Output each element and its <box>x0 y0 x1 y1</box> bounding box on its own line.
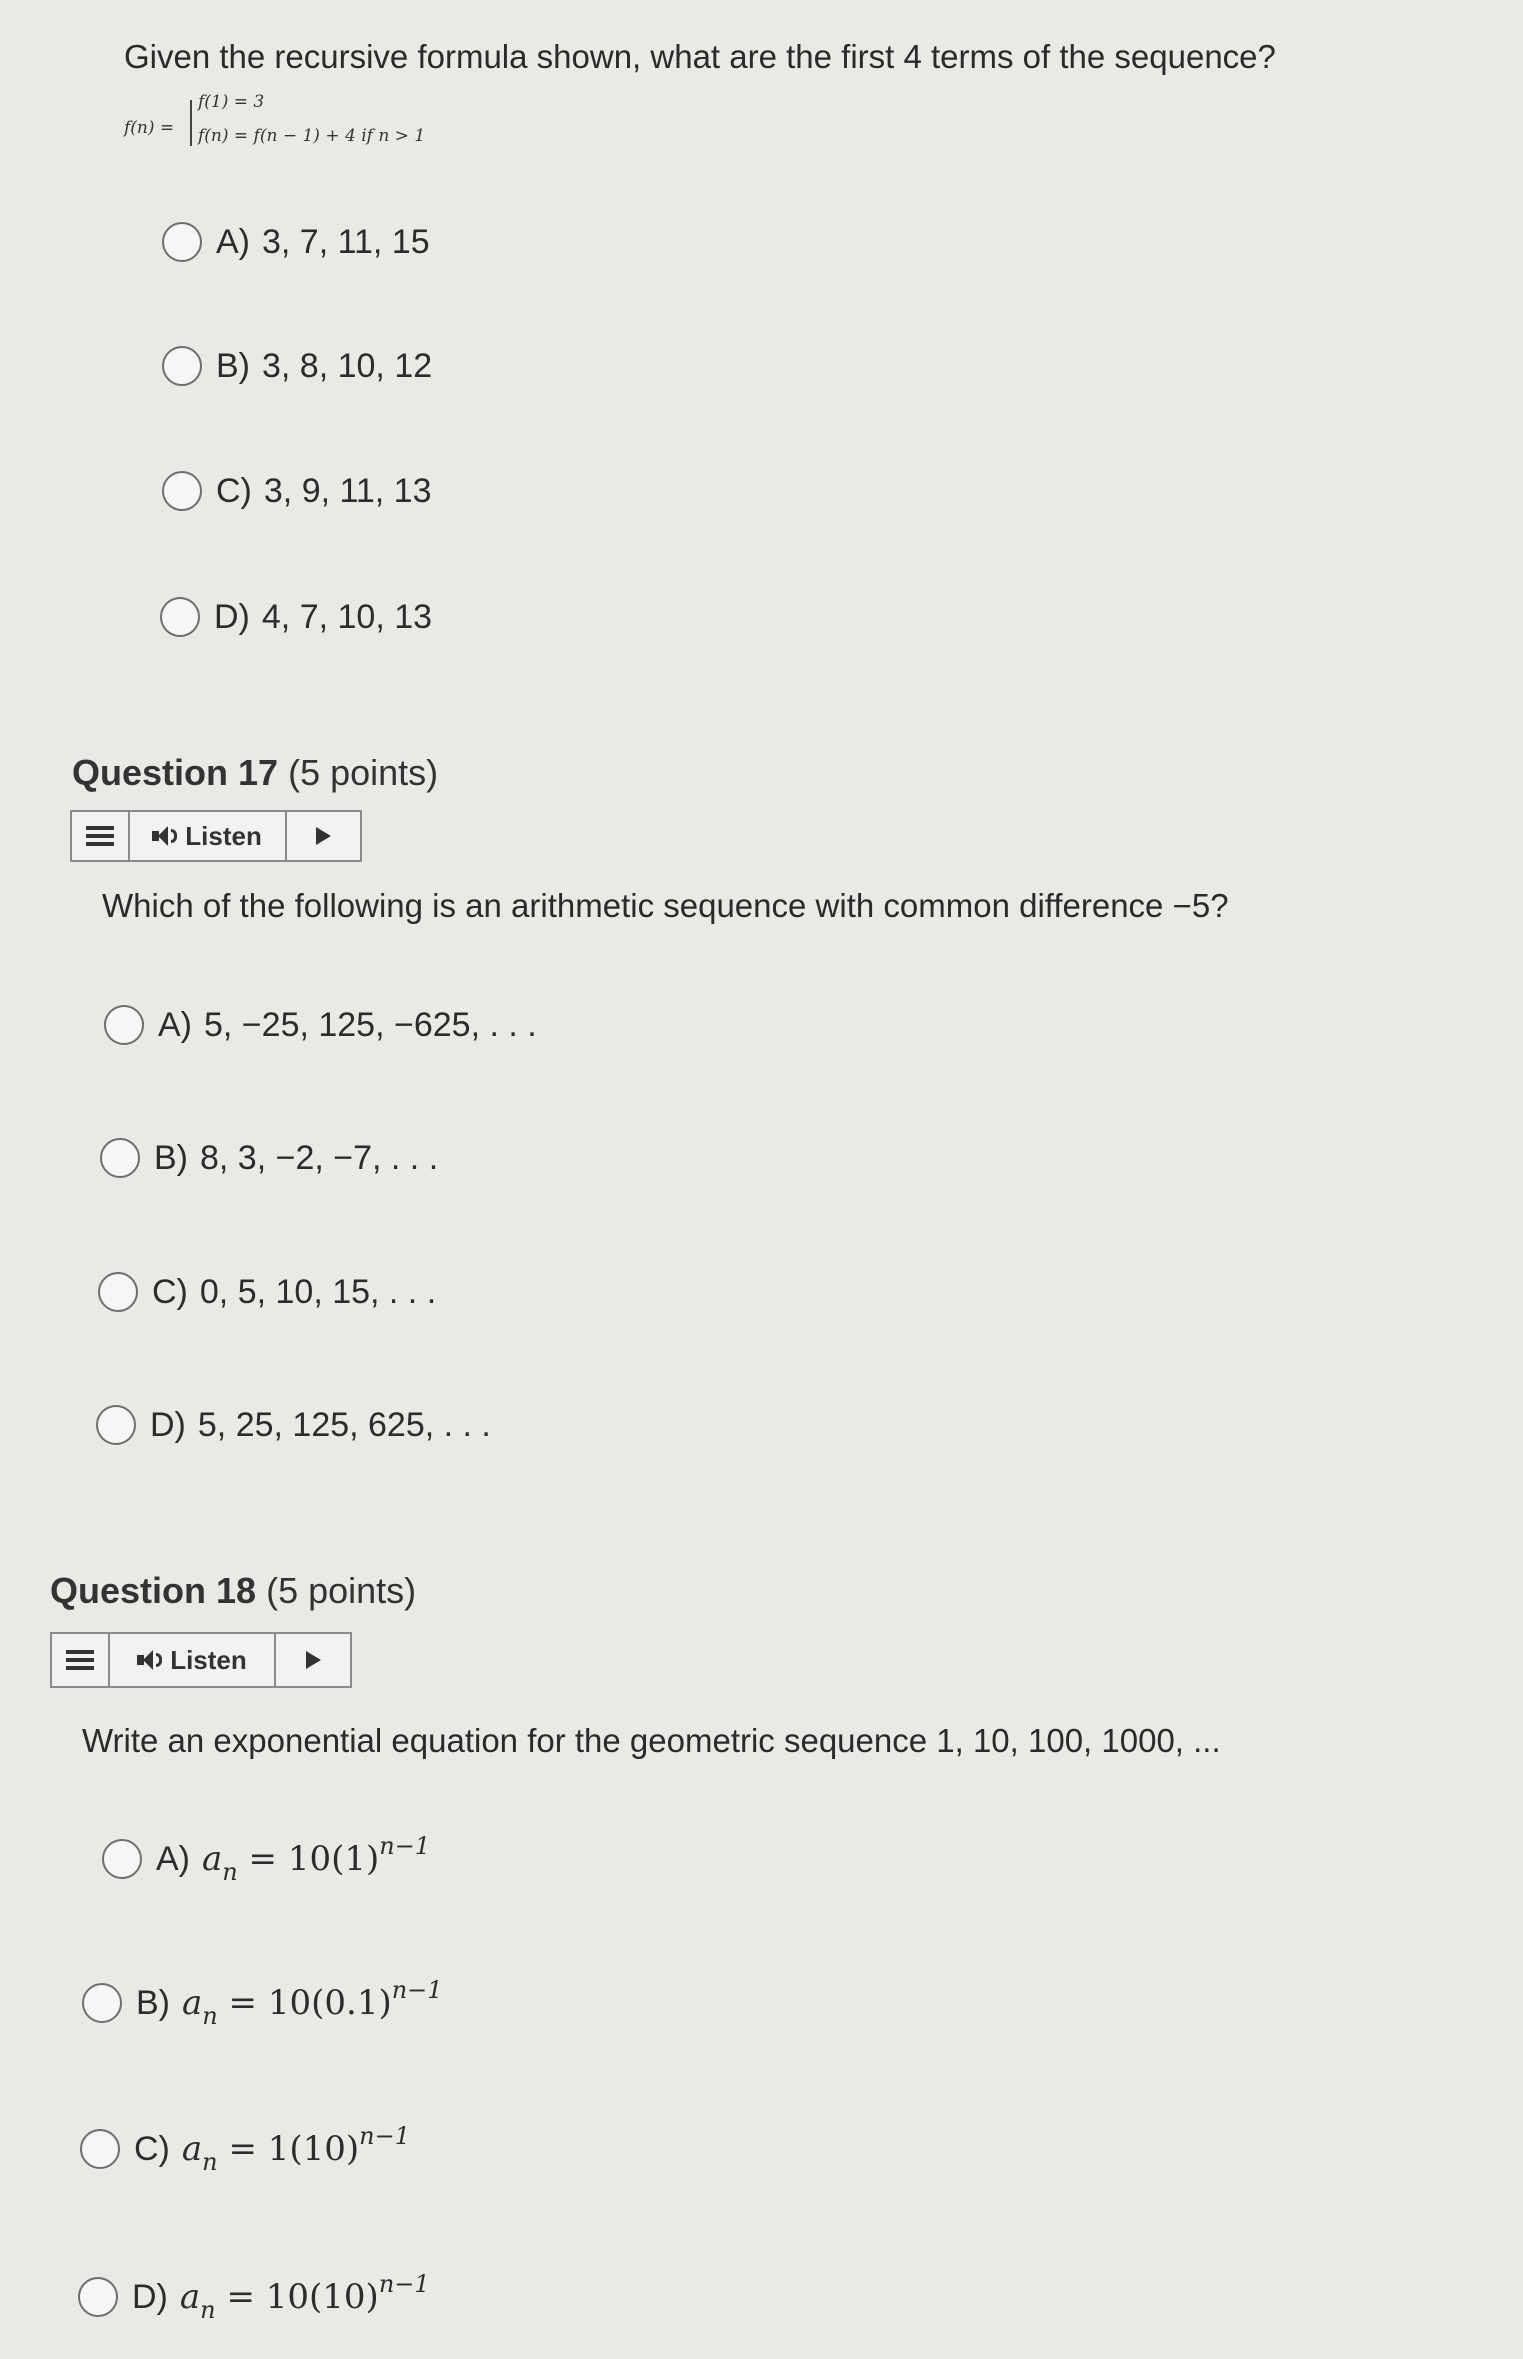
option-text: 0, 5, 10, 15, . . . <box>199 1272 437 1311</box>
q17-listen-toolbar <box>70 810 362 862</box>
option-letter: B) <box>216 346 250 385</box>
question-number: Question 18 <box>50 1570 257 1611</box>
radio-button[interactable] <box>162 471 202 511</box>
q18-option-d[interactable] <box>78 2270 430 2324</box>
q16-option-b[interactable] <box>162 346 432 386</box>
radio-button[interactable] <box>162 222 202 262</box>
formula-line2: f(n) = f(n − 1) + 4 if n > 1 <box>198 126 426 146</box>
q16-option-d[interactable] <box>160 597 432 637</box>
q16-formula <box>124 92 524 162</box>
option-letter: D) <box>132 2277 168 2316</box>
q17-option-b[interactable] <box>100 1138 438 1178</box>
listen-button[interactable] <box>110 1634 276 1686</box>
option-letter: C) <box>134 2129 170 2168</box>
option-letter: D) <box>150 1405 186 1444</box>
option-letter: D) <box>214 597 250 636</box>
radio-button[interactable] <box>98 1272 138 1312</box>
q16-option-c[interactable] <box>162 471 432 511</box>
q18-option-b[interactable] <box>82 1976 443 2030</box>
option-letter: C) <box>216 471 252 510</box>
option-text: 4, 7, 10, 13 <box>261 597 433 636</box>
formula-line1: f(1) = 3 <box>198 92 265 112</box>
menu-icon <box>66 1650 94 1670</box>
question-points: (5 points) <box>288 752 439 793</box>
listen-label: Listen <box>170 1644 247 1675</box>
option-text: 5, 25, 125, 625, . . . <box>197 1405 491 1444</box>
q17-option-a[interactable] <box>104 1005 537 1045</box>
option-equation: $a_n = 1(10)^{n-1}$ <box>181 2122 411 2176</box>
q18-title <box>50 1570 416 1612</box>
option-letter: A) <box>216 222 250 261</box>
radio-button[interactable] <box>102 1839 142 1879</box>
option-letter: A) <box>156 1839 190 1878</box>
option-letter: B) <box>154 1138 188 1177</box>
q17-option-c[interactable] <box>98 1272 436 1312</box>
option-text: 8, 3, −2, −7, . . . <box>200 1138 439 1177</box>
option-equation: $a_n = 10(1)^{n-1}$ <box>202 1832 431 1886</box>
listen-button[interactable] <box>130 812 287 860</box>
play-button[interactable] <box>276 1634 350 1686</box>
radio-button[interactable] <box>160 597 200 637</box>
listen-menu-button[interactable] <box>52 1634 110 1686</box>
radio-button[interactable] <box>80 2129 120 2169</box>
option-letter: B) <box>136 1983 170 2022</box>
listen-menu-button[interactable] <box>72 812 130 860</box>
formula-brace <box>190 100 192 146</box>
option-text: 3, 8, 10, 12 <box>262 346 433 385</box>
q17-title <box>72 752 438 794</box>
option-letter: C) <box>152 1272 188 1311</box>
option-text: 5, −25, 125, −625, . . . <box>204 1005 537 1044</box>
option-equation: $a_n = 10(0.1)^{n-1}$ <box>182 1976 443 2030</box>
option-equation: $a_n = 10(10)^{n-1}$ <box>179 2270 430 2324</box>
play-icon <box>316 827 331 845</box>
question-points: (5 points) <box>266 1570 417 1611</box>
speaker-icon <box>152 826 177 846</box>
radio-button[interactable] <box>82 1983 122 2023</box>
question-number: Question 17 <box>72 752 279 793</box>
formula-lhs: f(n) = <box>124 118 175 138</box>
play-button[interactable] <box>287 812 360 860</box>
radio-button[interactable] <box>96 1405 136 1445</box>
radio-button[interactable] <box>100 1138 140 1178</box>
q18-prompt: Write an exponential equation for the geometric sequence 1, 10, 100, 1000, ... <box>82 1722 1221 1759</box>
q18-option-a[interactable] <box>102 1832 430 1886</box>
option-text: 3, 9, 11, 13 <box>263 471 432 510</box>
menu-icon <box>86 826 114 846</box>
q18-option-c[interactable] <box>80 2122 410 2176</box>
q17-option-d[interactable] <box>96 1405 491 1445</box>
listen-label: Listen <box>185 820 262 851</box>
radio-button[interactable] <box>162 346 202 386</box>
option-letter: A) <box>158 1005 192 1044</box>
speaker-icon <box>137 1650 162 1670</box>
radio-button[interactable] <box>104 1005 144 1045</box>
play-icon <box>306 1651 321 1669</box>
q18-listen-toolbar <box>50 1632 352 1688</box>
q16-prompt: Given the recursive formula shown, what are the first 4 terms of the sequence? <box>124 38 1276 75</box>
q16-option-a[interactable] <box>162 222 430 262</box>
radio-button[interactable] <box>78 2277 118 2317</box>
q17-prompt: Which of the following is an arithmetic sequence with common difference −5? <box>102 887 1229 924</box>
option-text: 3, 7, 11, 15 <box>262 222 430 261</box>
